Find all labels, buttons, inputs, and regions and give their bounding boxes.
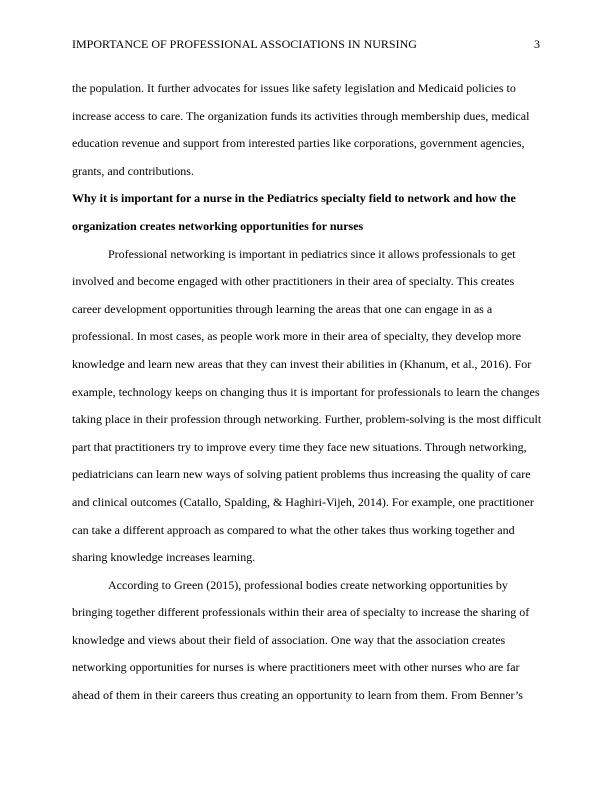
document-body xyxy=(72,75,542,710)
paragraph-continued: the population. It further advocates for issues like safety legislation and Medicaid policies to increase access to care. The organization funds its activities through membership dues, medical education revenue and support from interested parties like corporations, government agencies, grants, and contributions. xyxy=(72,81,530,178)
section-heading: Why it is important for a nurse in the Pediatrics specialty field to network and how the organization creates networking opportunities for nurses xyxy=(72,191,516,233)
paragraph-green: According to Green (2015), professional bodies create networking opportunities by bringing together different professionals within their area of specialty to increase the sharing of knowledge and views about their field of association. One way that the association creates networking opportunities for nurses is where practitioners meet with other nurses who are far ahead of them in their careers thus creating an opportunity to learn from them. From Benner’s xyxy=(72,577,530,703)
paragraph-networking: Professional networking is important in pediatrics since it allows professionals to get involved and become engaged with other practitioners in their area of specialty. This creates career development opportunities through learning the areas that one can engage in as a professional. In most cases, as people work more in their area of specialty, they develop more knowledge and learn new areas that they can invest their abilities in (Khanum, et al., 2016). For example, technology keeps on changing thus it is important for professionals to learn the changes taking place in their profession through networking. Further, problem-solving is the most difficult part that practitioners try to improve every time they face new situations. Through networking, pediatricians can learn new ways of solving patient problems thus increasing the quality of care and clinical outcomes (Catallo, Spalding, & Haghiri-Vijeh, 2014). For example, one practitioner can take a different approach as compared to what the other takes thus working together and sharing knowledge increases learning. xyxy=(72,246,542,565)
running-header xyxy=(72,36,540,52)
running-head-title: IMPORTANCE OF PROFESSIONAL ASSOCIATIONS IN NURSING xyxy=(72,37,417,51)
page-number: 3 xyxy=(534,37,540,51)
